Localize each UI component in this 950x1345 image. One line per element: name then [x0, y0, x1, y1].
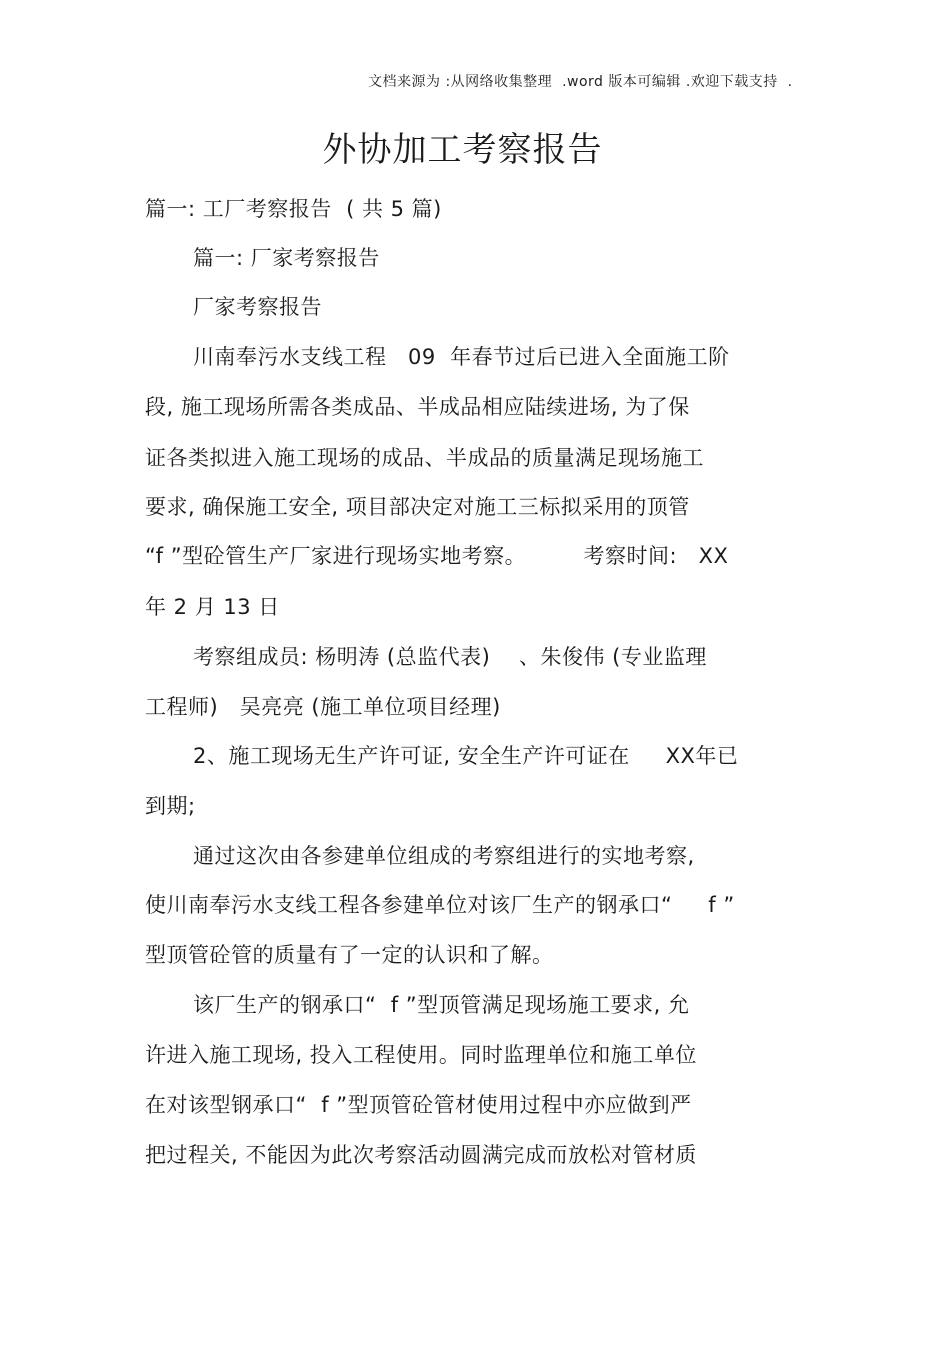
body-line-18: 许进入施工现场, 投入工程使用。同时监理单位和施工单位 — [145, 1043, 697, 1067]
body-line-12: 2、施工现场无生产许可证, 安全生产许可证在 XX年已 — [193, 744, 739, 768]
body-line-3: 厂家考察报告 — [193, 295, 322, 319]
body-line-19: 在对该型钢承口“ f ”型顶管砼管材使用过程中亦应做到严 — [145, 1093, 692, 1117]
body-line-15: 使川南奉污水支线工程各参建单位对该厂生产的钢承口“ f ” — [145, 893, 735, 917]
body-line-1: 篇一: 工厂考察报告 ( 共 5 篇) — [145, 197, 442, 221]
body-line-5: 段, 施工现场所需各类成品、半成品相应陆续进场, 为了保 — [145, 395, 690, 419]
body-line-16: 型顶管砼管的质量有了一定的认识和了解。 — [145, 943, 554, 967]
body-line-11: 工程师) 吴亮亮 (施工单位项目经理) — [145, 695, 501, 719]
body-line-8: “f ”型砼管生产厂家进行现场实地考察。 考察时间: XX — [145, 544, 729, 568]
body-line-13: 到期; — [145, 794, 196, 818]
document-title: 外协加工考察报告 — [322, 130, 603, 170]
body-line-10: 考察组成员: 杨明涛 (总监代表) 、朱俊伟 (专业监理 — [193, 645, 707, 669]
body-line-4: 川南奉污水支线工程 09 年春节过后已进入全面施工阶 — [193, 345, 730, 369]
body-line-20: 把过程关, 不能因为此次考察活动圆满完成而放松对管材质 — [145, 1143, 697, 1167]
body-line-17: 该厂生产的钢承口“ f ”型顶管满足现场施工要求, 允 — [193, 993, 690, 1017]
body-line-14: 通过这次由各参建单位组成的考察组进行的实地考察, — [193, 844, 695, 868]
body-line-9: 年 2 月 13 日 — [145, 595, 280, 619]
body-line-6: 证各类拟进入施工现场的成品、半成品的质量满足现场施工 — [145, 446, 704, 470]
body-line-7: 要求, 确保施工安全, 项目部决定对施工三标拟采用的顶管 — [145, 495, 690, 519]
body-line-2: 篇一: 厂家考察报告 — [193, 246, 380, 270]
header-note: 文档来源为 :从网络收集整理 .word 版本可编辑 .欢迎下载支持 . — [368, 74, 793, 90]
